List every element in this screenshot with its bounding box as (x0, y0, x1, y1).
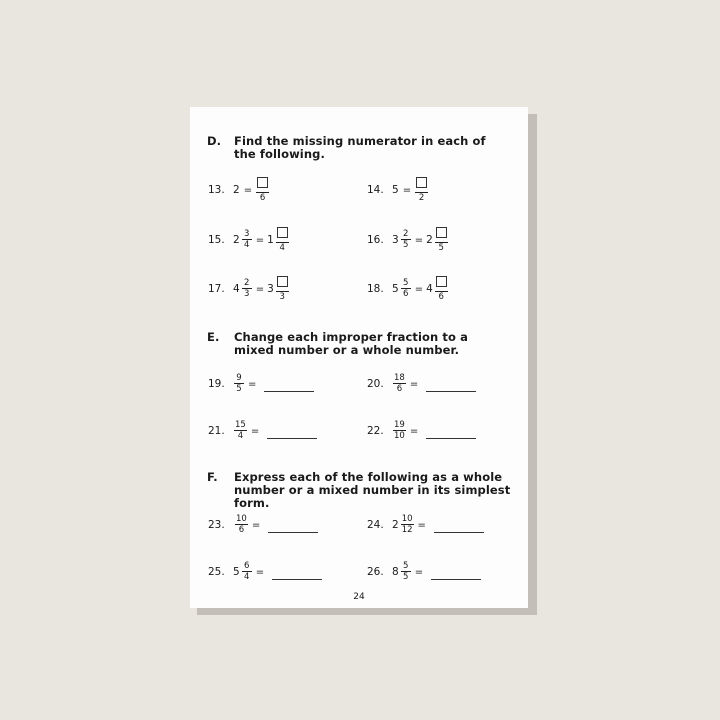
fraction (242, 562, 252, 582)
equals-sign: = (243, 184, 253, 196)
problem-number: 19. (208, 378, 225, 390)
whole-number: 2 (233, 234, 240, 246)
fraction (435, 276, 448, 302)
whole-number: 5 (392, 184, 399, 196)
denominator: 6 (238, 525, 245, 535)
denominator: 5 (402, 572, 409, 582)
answer-blank[interactable] (268, 518, 318, 533)
problem-number: 16. (367, 234, 384, 246)
denominator: 4 (237, 431, 244, 441)
whole-number: 8 (392, 566, 399, 578)
numerator: 3 (242, 230, 252, 240)
fraction (242, 230, 252, 250)
answer-box[interactable] (436, 227, 447, 238)
equals-sign: = (409, 378, 419, 390)
denominator: 3 (243, 289, 250, 299)
problem-number: 25. (208, 566, 225, 578)
problem-number: 23. (208, 519, 225, 531)
denominator: 6 (396, 384, 403, 394)
problem-number: 26. (367, 566, 384, 578)
fraction (401, 515, 414, 535)
equals-sign: = (409, 425, 419, 437)
answer-blank[interactable] (434, 518, 484, 533)
denominator: 5 (402, 240, 409, 250)
denominator: 4 (279, 243, 285, 253)
numerator: 2 (401, 230, 411, 240)
page-number: 24 (353, 592, 365, 602)
numerator: 10 (401, 514, 413, 524)
equals-sign: = (248, 378, 257, 390)
fraction (401, 230, 411, 250)
fraction (393, 421, 406, 441)
denominator: 5 (438, 243, 444, 253)
numerator: 10 (236, 514, 247, 524)
fraction (234, 421, 247, 441)
answer-blank[interactable] (431, 565, 481, 580)
equals-sign: = (402, 184, 412, 196)
section-instruction: Express each of the following as a whole number or a mixed number in its simplest form. (234, 470, 511, 510)
section-instruction: Change each improper fraction to a mixed number or a whole number. (234, 330, 468, 357)
equals-sign: = (414, 566, 424, 578)
answer-box[interactable] (277, 276, 288, 287)
numerator: 5 (401, 279, 411, 289)
whole-number: 3 (267, 283, 274, 295)
problem-number: 15. (208, 234, 225, 246)
denominator: 6 (259, 193, 266, 203)
answer-blank[interactable] (267, 424, 317, 439)
problem-number: 18. (367, 283, 384, 295)
whole-number: 2 (392, 519, 399, 531)
fraction (401, 562, 411, 582)
worksheet-page (190, 107, 528, 608)
whole-number: 1 (267, 234, 274, 246)
answer-blank[interactable] (272, 565, 322, 580)
answer-blank[interactable] (264, 377, 314, 392)
whole-number: 4 (233, 283, 240, 295)
fraction (276, 276, 289, 302)
problem-number: 13. (208, 184, 225, 196)
answer-blank[interactable] (426, 377, 476, 392)
denominator: 6 (438, 292, 444, 302)
equals-sign: = (414, 283, 424, 295)
fraction (235, 515, 248, 535)
problem-number: 24. (367, 519, 384, 531)
whole-number: 5 (392, 283, 399, 295)
denominator: 4 (243, 240, 250, 250)
whole-number: 5 (233, 566, 240, 578)
whole-number: 2 (233, 184, 240, 196)
equals-sign: = (255, 566, 265, 578)
section-instruction: Find the missing numerator in each of the following. (234, 134, 486, 161)
problem-number: 20. (367, 378, 384, 390)
fraction (435, 227, 448, 253)
numerator: 19 (394, 420, 405, 430)
numerator: 2 (242, 279, 252, 289)
whole-number: 2 (426, 234, 433, 246)
equals-sign: = (255, 234, 265, 246)
fraction (415, 177, 428, 203)
numerator: 5 (401, 562, 411, 572)
equals-sign: = (251, 519, 261, 531)
problem-number: 22. (367, 425, 384, 437)
equals-sign: = (417, 519, 426, 531)
whole-number: 3 (392, 234, 399, 246)
denominator: 3 (279, 292, 285, 302)
answer-box[interactable] (436, 276, 447, 287)
whole-number: 4 (426, 283, 433, 295)
fraction (276, 227, 289, 253)
answer-box[interactable] (277, 227, 288, 238)
denominator: 10 (394, 431, 405, 441)
answer-box[interactable] (257, 177, 268, 188)
equals-sign: = (250, 425, 260, 437)
numerator: 18 (394, 373, 405, 383)
denominator: 2 (418, 193, 425, 203)
numerator: 15 (235, 420, 246, 430)
numerator: 9 (234, 374, 244, 384)
fraction (393, 374, 406, 394)
section-letter: E. (207, 330, 220, 344)
problem-number: 17. (208, 283, 225, 295)
numerator: 6 (242, 562, 252, 572)
denominator: 4 (243, 572, 250, 582)
section-letter: F. (207, 470, 218, 484)
denominator: 6 (402, 289, 409, 299)
fraction (256, 177, 269, 203)
fraction (234, 374, 244, 394)
fraction (242, 279, 252, 299)
fraction (401, 279, 411, 299)
answer-blank[interactable] (426, 424, 476, 439)
section-letter: D. (207, 134, 222, 148)
problem-number: 14. (367, 184, 384, 196)
equals-sign: = (414, 234, 424, 246)
problem-number: 21. (208, 425, 225, 437)
answer-box[interactable] (416, 177, 427, 188)
equals-sign: = (255, 283, 265, 295)
denominator: 12 (401, 525, 413, 535)
denominator: 5 (236, 384, 242, 394)
